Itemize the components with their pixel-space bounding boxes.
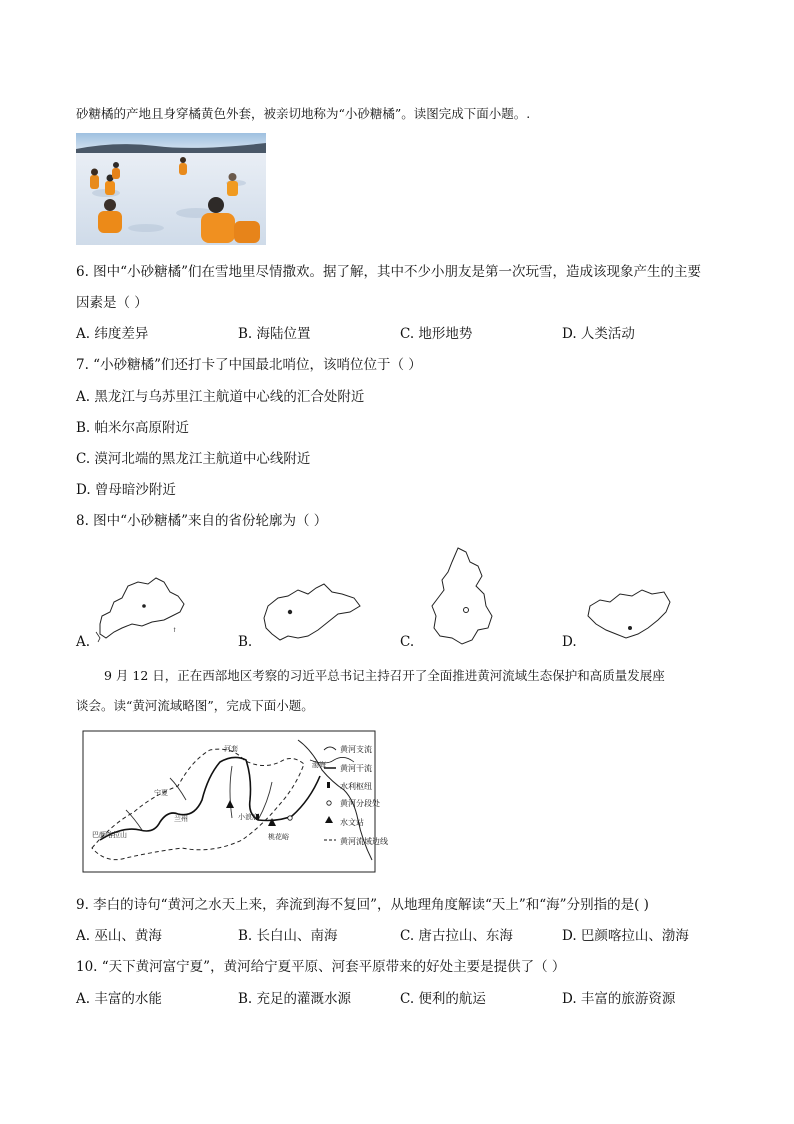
map-label-hetao: 河套 [224,745,238,753]
q7-option-b[interactable]: B. 帕米尔高原附近 [76,420,190,436]
q8-option-d[interactable]: D. [562,634,577,650]
q6-option-c[interactable]: C. 地形地势 [400,326,473,342]
q6-option-d[interactable]: D. 人类活动 [562,326,635,342]
province-outline-d [584,584,674,646]
q10-option-d[interactable]: D. 丰富的旅游资源 [562,991,676,1007]
q8-option-b[interactable]: B. [238,634,253,650]
passage-line1: 9 月 12 日，正在西部地区考察的习近平总书记主持召开了全面推进黄河流域生态保护和高质量发展座 [104,668,665,683]
q7-stem: 7. “小砂糖橘”们还打卡了中国最北哨位，该哨位位于（ ） [76,357,422,373]
map-label-bohai: 渤海 [312,761,326,769]
map-label-taohuayu: 桃花峪 [268,833,289,841]
q7-option-d[interactable]: D. 曾母暗沙附近 [76,482,176,498]
q10-stem: 10. “天下黄河富宁夏”，黄河给宁夏平原、河套平原带来的好处主要是提供了（ ） [76,959,566,975]
q9-option-b[interactable]: B. 长白山、南海 [238,928,338,944]
q8-option-a[interactable]: A. [76,634,91,650]
legend-hydro-station: 水文站 [340,818,364,827]
map-label-ningxia: 宁夏 [154,789,168,797]
yellow-river-map [82,730,388,873]
q8-option-c[interactable]: C. [400,634,415,650]
legend-tributary: 黄河支流 [340,745,372,754]
map-label-lanzhou: 兰州 [174,815,188,823]
q9-stem: 9. 李白的诗句“黄河之水天上来，奔流到海不复回”，从地理角度解读“天上”和“海”分别指的是( ) [76,897,649,913]
snow-photo [76,133,266,245]
q6-option-a[interactable]: A. 纬度差异 [76,326,149,342]
q10-option-b[interactable]: B. 充足的灌溉水源 [238,991,352,1007]
province-outline-a [92,572,192,644]
q8-stem: 8. 图中“小砂糖橘”来自的省份轮廓为（ ） [76,513,328,529]
province-outline-b [258,580,362,644]
legend-dam: 水利枢纽 [340,782,372,791]
q6-stem-line1: 6. 图中“小砂糖橘”们在雪地里尽情撒欢。据了解，其中不少小朋友是第一次玩雪，造成该现象产生的主要 [76,264,701,280]
q6-stem-line2: 因素是（ ） [76,295,148,311]
q9-option-d[interactable]: D. 巴颜喀拉山、渤海 [562,928,689,944]
svg-text:↑: ↑ [172,627,178,634]
q6-option-b[interactable]: B. 海陆位置 [238,326,311,342]
intro-text: 砂糖橘的产地且身穿橘黄色外套，被亲切地称为“小砂糖橘”。读图完成下面小题。. [76,106,531,121]
map-label-bayanhar: 巴颜喀拉山 [92,831,127,839]
legend-basin-boundary: 黄河流域边线 [340,837,388,846]
passage-line2: 谈会。读“黄河流域略图”，完成下面小题。 [76,698,314,713]
q7-option-a[interactable]: A. 黑龙江与乌苏里江主航道中心线的汇合处附近 [76,389,365,405]
province-outline-c [428,544,498,648]
q10-option-a[interactable]: A. 丰富的水能 [76,991,162,1007]
legend-segment: 黄河分段处 [340,799,380,808]
legend-mainstream: 黄河干流 [340,764,372,773]
q10-option-c[interactable]: C. 便利的航运 [400,991,486,1007]
q9-option-a[interactable]: A. 巫山、黄海 [76,928,162,944]
q7-option-c[interactable]: C. 漠河北端的黑龙江主航道中心线附近 [76,451,311,467]
map-label-xiaolangdi: 小浪底 [238,813,259,821]
q9-option-c[interactable]: C. 唐古拉山、东海 [400,928,513,944]
